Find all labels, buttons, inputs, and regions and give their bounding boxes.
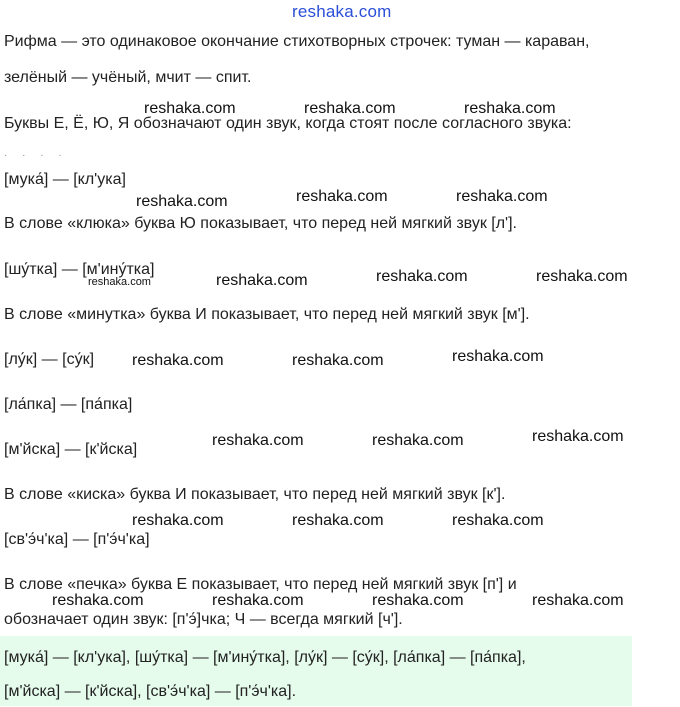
watermark: reshaka.com [304,100,396,117]
watermark: reshaka.com [212,592,304,609]
watermark: reshaka.com [532,428,624,445]
text-line: Буквы Е, Ё, Ю, Я обозначают один звук, когда стоят после согласного звука: [4,115,572,132]
watermark: reshaka.com [452,348,544,365]
watermark: reshaka.com [132,352,224,369]
watermark: reshaka.com [132,512,224,529]
text-line: [лу́к] — [су́к] [4,351,95,368]
watermark: reshaka.com [536,268,628,285]
watermark: reshaka.com [372,432,464,449]
watermark: reshaka.com [532,592,624,609]
watermark: reshaka.com [136,193,228,210]
text-line: [шу́тка] — [м'ину́тка] [4,261,155,278]
text-line: В слове «минутка» буква И показывает, что перед ней мягкий звук [м']. [4,306,530,323]
watermark: reshaka.com [292,352,384,369]
answer-line: [м'йска] — [к'йска], [св'э́ч'ка] — [п'э́ч'ка]. [4,683,297,700]
text-line: В слове «киска» буква И показывает, что перед ней мягкий звук [к']. [4,486,506,503]
watermark: reshaka.com [452,512,544,529]
text-line: В слове «печка» буква Е показывает, что перед ней мягкий звук [п'] и [4,576,517,593]
text-line: [ла́пка] — [па́пка] [4,396,133,413]
text-line: Рифма — это одинаковое окончание стихотворных строчек: туман — караван, [4,33,590,50]
text-line: зелёный — учёный, мчит — спит. [4,69,252,86]
watermark: reshaka.com [456,188,548,205]
top-watermark: reshaka.com [292,2,392,21]
partially-hidden-line: · · · · [4,150,68,161]
watermark: reshaka.com [376,268,468,285]
watermark: reshaka.com [88,276,151,288]
watermark: reshaka.com [212,432,304,449]
watermark: reshaka.com [292,512,384,529]
text-line: [св'э́ч'ка] — [п'э́ч'ка] [4,531,150,548]
watermark: reshaka.com [144,100,236,117]
text-line: [м'йска] — [к'йска] [4,441,138,458]
answer-line: [мука́] — [кл'ука], [шу́тка] — [м'ину́тка], [лу́к] — [су́к], [ла́пка] — [па́пка], [4,649,526,666]
watermark: reshaka.com [464,100,556,117]
watermark: reshaka.com [216,272,308,289]
watermark: reshaka.com [372,592,464,609]
text-line: В слове «клюка» буква Ю показывает, что перед ней мягкий звук [л']. [4,215,517,232]
watermark: reshaka.com [52,592,144,609]
text-line: [мука́] — [кл'ука] [4,171,126,188]
watermark: reshaka.com [296,188,388,205]
text-line: обозначает один звук: [п'э́]чка; Ч — всегда мягкий [ч']. [4,611,403,628]
